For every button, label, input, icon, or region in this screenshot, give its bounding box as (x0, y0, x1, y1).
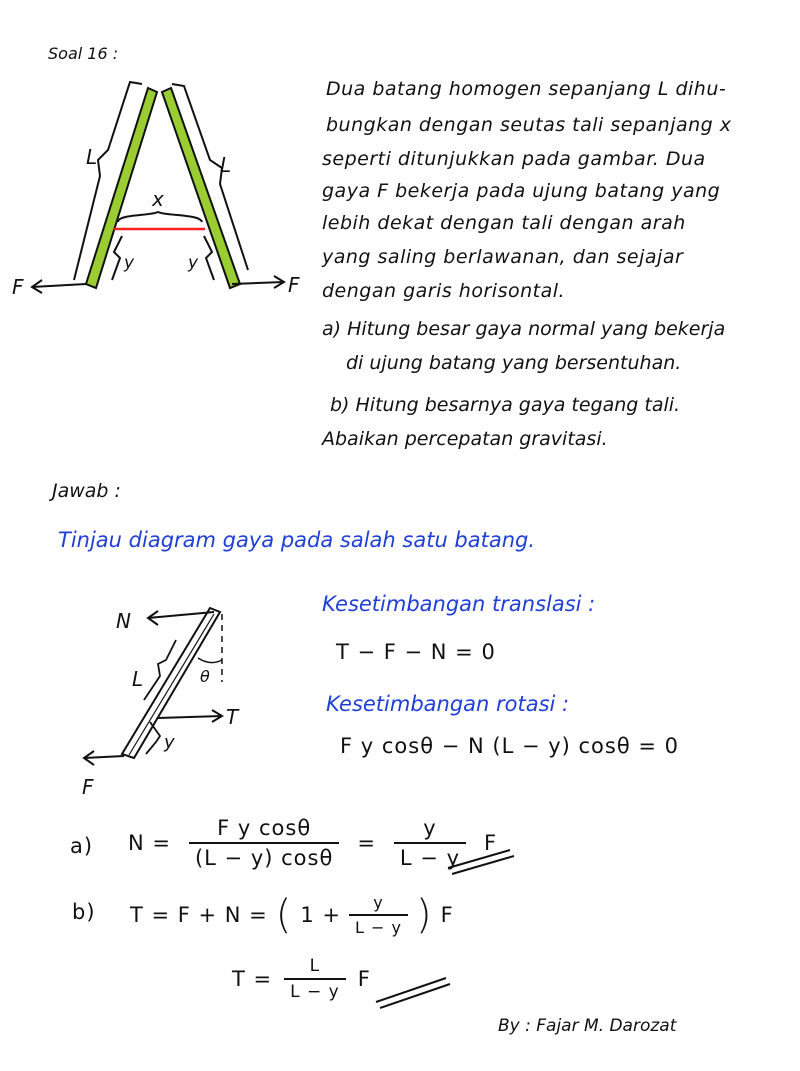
solution-a-lhs: N = (128, 831, 171, 855)
fbd-label-t: T (226, 705, 239, 729)
solution-b-tail-2: F (357, 967, 371, 991)
solution-b-paren-close: ) (416, 892, 433, 938)
solution-b-num: y (373, 893, 384, 912)
problem-line-5: lebih dekat dengan tali dengan arah (322, 212, 686, 234)
solution-b-fraction (349, 893, 408, 937)
label-y-right: y (188, 253, 199, 273)
fbd-label-theta: θ (200, 667, 210, 686)
solution-a-label: a) (70, 834, 94, 858)
solution-a-den-1: (L − y) cosθ (189, 842, 339, 870)
solution-b-one-plus: 1 + (300, 903, 342, 927)
label-y-left: y (124, 253, 135, 273)
credit: By : Fajar M. Darozat (498, 1016, 677, 1036)
translasi-title: Kesetimbangan translasi : (322, 592, 596, 616)
label-F-left: F (12, 275, 24, 299)
jawab-label: Jawab : (52, 480, 121, 502)
solution-a-fraction-1 (189, 816, 339, 870)
rotasi-eq: F y cosθ − N (L − y) cosθ = 0 (340, 734, 679, 758)
fbd-brace-y (146, 722, 160, 754)
solution-b-tail: F (440, 903, 454, 927)
soal-label: Soal 16 : (48, 44, 119, 63)
part-b: b) Hitung besarnya gaya tegang tali. (330, 394, 681, 416)
problem-note: Abaikan percepatan gravitasi. (322, 428, 608, 450)
result-underline-a (446, 846, 516, 876)
a-frame-figure (0, 70, 310, 310)
solution-b-den-2: L − y (284, 978, 346, 1002)
solution-b-fraction-2 (284, 956, 346, 1002)
solution-a-equals: = (357, 831, 376, 855)
translasi-eq: T − F − N = 0 (336, 640, 496, 664)
part-a-line-1: a) Hitung besar gaya normal yang bekerja (322, 318, 726, 340)
label-x: x (152, 187, 164, 211)
problem-line-2: bungkan dengan seutas tali sepanjang x (326, 114, 732, 136)
label-L-right: L (220, 153, 232, 177)
solution-a-num-2: y (423, 816, 437, 840)
solution-a-num-1: F y cosθ (217, 816, 312, 840)
fbd-label-y: y (164, 732, 175, 753)
solution-a-tail: F (484, 831, 498, 855)
solution-a (128, 816, 497, 870)
solution-b-label: b) (72, 900, 96, 924)
fbd-label-n: N (116, 609, 131, 633)
solution-b-num-2: L (309, 956, 321, 976)
result-underline-b (374, 974, 454, 1010)
rotasi-title: Kesetimbangan rotasi : (326, 692, 570, 716)
solution-b-line-2-left: T = (232, 967, 273, 991)
brace-right-L (172, 84, 248, 270)
solution-a-den-2: L − y (394, 842, 466, 870)
solution-b-line-1-left: T = F + N = (130, 903, 268, 927)
solution-b-line-2 (232, 956, 371, 1002)
part-a-line-2: di ujung batang yang bersentuhan. (346, 352, 682, 374)
label-F-right: F (288, 273, 300, 297)
problem-line-6: yang saling berlawanan, dan sejajar (322, 246, 684, 268)
right-bar (162, 88, 240, 288)
problem-line-3: seperti ditunjukkan pada gambar. Dua (322, 148, 706, 170)
solution-b-paren-open: ( (275, 892, 293, 938)
fbd-arrow-t (158, 716, 222, 718)
solution-b-line-1 (130, 892, 454, 938)
answer-intro: Tinjau diagram gaya pada salah satu batang. (58, 528, 536, 552)
fbd-label-l: L (132, 667, 144, 691)
brace-y-left (112, 236, 122, 280)
fbd-label-f: F (82, 775, 94, 799)
fbd-arrow-f (84, 756, 124, 758)
free-body-diagram (70, 600, 280, 800)
fbd-angle-arc (198, 658, 222, 663)
problem-line-4: gaya F bekerja pada ujung batang yang (322, 180, 721, 202)
brace-x (118, 212, 202, 222)
solution-b-den: L − y (349, 914, 408, 937)
brace-y-right (204, 236, 214, 280)
problem-line-1: Dua batang homogen sepanjang L dihu- (326, 78, 727, 100)
problem-line-7: dengan garis horisontal. (322, 280, 566, 302)
label-L-left: L (86, 145, 98, 169)
arrow-f-left (32, 284, 86, 287)
